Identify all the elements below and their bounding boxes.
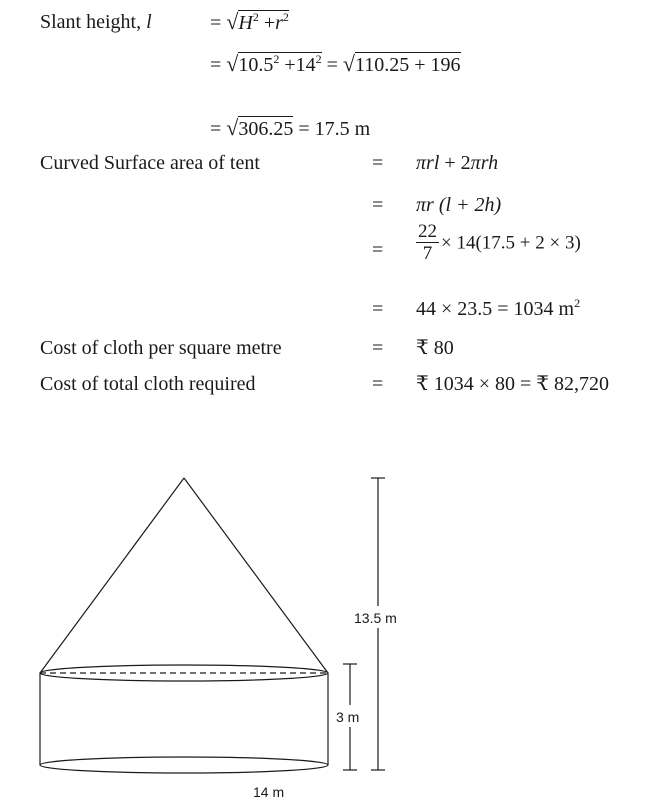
total-eq: = — [372, 373, 384, 395]
cone-right-edge — [184, 478, 328, 673]
top-ellipse-front — [40, 673, 328, 681]
radicand-values: $10.5^2 +14^2$ — [238, 52, 322, 76]
slant-var: l — [146, 11, 152, 33]
slant-step-3: = √306.25 = 17.5 m — [210, 115, 371, 140]
cone-left-edge — [40, 478, 184, 673]
factor-formula: πr (l + 2h) — [416, 194, 502, 216]
bottom-ellipse-back — [40, 757, 328, 765]
fraction-eq: = — [372, 239, 384, 261]
bottom-ellipse-front — [40, 765, 328, 773]
equals-sign: = — [210, 118, 222, 140]
unit-m: m — [354, 118, 371, 140]
sqrt-symbol: √ — [226, 115, 239, 140]
radicand-h-r: $H^2 +r^2$ — [238, 10, 289, 34]
height-cyl-label: 3 m — [336, 709, 360, 725]
cost-eq: = — [372, 337, 384, 359]
top-ellipse-back — [40, 665, 328, 673]
slant-step-2: = $√10.5^2 +14^2 = √110.25 + 196$ — [210, 51, 461, 76]
fraction-expression: $\frac{22}{7}$ × 14(17.5 + 2 × 3) — [418, 221, 581, 264]
equals-sign: = — [210, 12, 222, 34]
radicand-sum: 110.25 + 196 — [355, 54, 461, 76]
sqrt-symbol: √ — [226, 51, 239, 76]
sqrt-symbol: √ — [342, 51, 355, 76]
cost-value: ₹ 80 — [416, 337, 454, 359]
csa-label: Curved Surface area of tent — [40, 152, 260, 174]
radicand-result: 306.25 — [238, 118, 294, 140]
equals-sign: = — [210, 54, 222, 76]
total-label: Cost of total cloth required — [40, 373, 256, 395]
sqrt-symbol: √ — [226, 9, 239, 34]
slant-label: Slant height, — [40, 11, 142, 33]
result-value: 44 × 23.5 = 1034 $m^2$ — [416, 296, 581, 320]
factor-eq: = — [372, 194, 384, 216]
diameter-label: 14 m — [253, 784, 285, 800]
csa-eq: = — [372, 152, 384, 174]
total-value: ₹ 1034 × 80 = ₹ 82,720 — [416, 373, 610, 395]
height-total-label: 13.5 m — [354, 610, 397, 626]
csa-formula: πrl + 2πrh — [416, 152, 499, 174]
fraction-22-7: $\frac{22}{7}$ — [418, 221, 437, 264]
result-eq: = — [372, 298, 384, 320]
cost-label: Cost of cloth per square metre — [40, 337, 282, 359]
